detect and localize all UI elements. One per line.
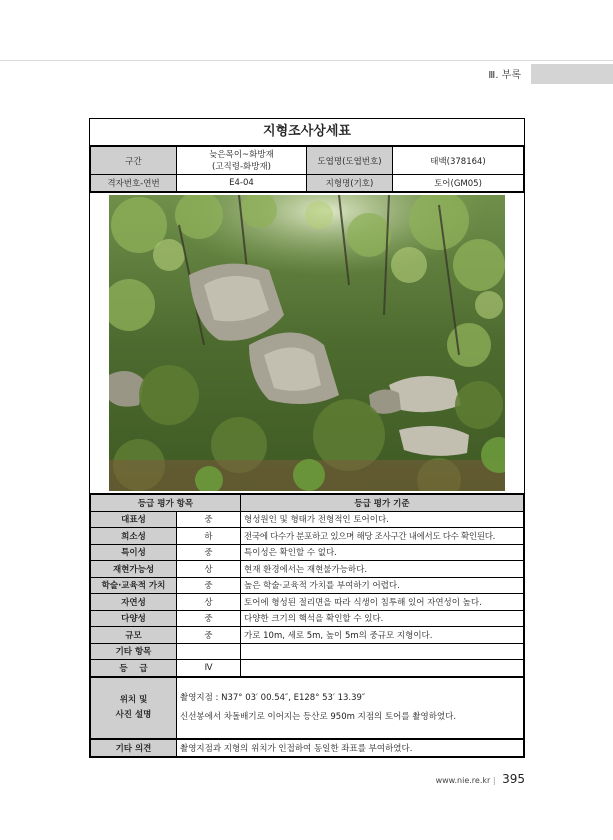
- section-value-line-1: 늦은목이~화방재: [209, 149, 274, 160]
- eval-criteria: 전국에 다수가 분포하고 있으며 해당 조사구간 내에서도 다수 확인된다.: [241, 528, 524, 545]
- eval-item: 대표성: [91, 511, 177, 528]
- eval-item: 기타 항목: [91, 643, 177, 660]
- location-label-line-2: 사진 설명: [115, 709, 152, 720]
- section-tab: [531, 64, 613, 84]
- eval-criteria: [241, 660, 524, 677]
- other-label-cell: 기타 의견: [91, 739, 177, 756]
- top-rule: [0, 60, 613, 61]
- eval-criteria: 특이성은 확인할 수 없다.: [241, 544, 524, 561]
- location-coordinates: 촬영지점 : N37° 03′ 00.54″, E128° 53′ 13.39″: [180, 692, 366, 703]
- page-number: 395: [502, 772, 525, 786]
- eval-item: 다양성: [91, 610, 177, 627]
- eval-row: [91, 610, 524, 627]
- eval-item: 규모: [91, 627, 177, 644]
- eval-row: [91, 544, 524, 561]
- grid-label-cell: 격자번호-연번: [91, 175, 177, 192]
- photo-cell: [90, 193, 524, 494]
- eval-grade: 중: [177, 544, 241, 561]
- page-footer: www.nie.re.kr | 395: [435, 772, 525, 786]
- eval-criteria-header: 등급 평가 기준: [241, 495, 524, 512]
- other-value-cell: 촬영지점과 지형의 위치가 인접하여 동일한 좌표를 부여하였다.: [177, 739, 524, 756]
- map-label-cell: 도엽명(도엽번호): [307, 147, 393, 175]
- location-description: 신선봉에서 차돌배기로 이어지는 등산로 950m 지점의 토어를 촬영하였다.: [180, 711, 457, 722]
- eval-items-header: 등급 평가 항목: [91, 495, 241, 512]
- section-label-cell: 구간: [91, 147, 177, 175]
- other-table: [90, 739, 524, 757]
- landform-value-cell: 토어(GM05): [393, 175, 524, 192]
- eval-item: 특이성: [91, 544, 177, 561]
- photo-table: [90, 192, 524, 494]
- form-title: 지형조사상세표: [90, 119, 524, 146]
- eval-grade: 하: [177, 528, 241, 545]
- survey-form: [89, 118, 525, 758]
- eval-item: 재현가능성: [91, 561, 177, 578]
- eval-item: 자연성: [91, 594, 177, 611]
- map-value-cell: 태백(378164): [393, 147, 524, 175]
- location-label-line-1: 위치 및: [119, 694, 148, 705]
- landform-photo: [109, 195, 505, 491]
- eval-row: [91, 643, 524, 660]
- section-label: Ⅲ. 부록: [488, 70, 521, 81]
- eval-criteria: 다양한 크기의 핵석을 확인할 수 있다.: [241, 610, 524, 627]
- eval-grade: 중: [177, 610, 241, 627]
- footer-url: www.nie.re.kr: [435, 776, 491, 785]
- eval-criteria: 높은 학술·교육적 가치를 부여하기 어렵다.: [241, 577, 524, 594]
- eval-criteria: 형성원인 및 형태가 전형적인 토어이다.: [241, 511, 524, 528]
- location-label-cell: [91, 677, 177, 738]
- location-value-cell: [177, 677, 524, 738]
- landform-label-cell: 지형명(기호): [307, 175, 393, 192]
- eval-row: [91, 627, 524, 644]
- eval-row: [91, 594, 524, 611]
- section-value-line-2: (고직령-화방재): [212, 161, 271, 172]
- location-table: [90, 677, 524, 739]
- eval-grade: 중: [177, 577, 241, 594]
- eval-item: 희소성: [91, 528, 177, 545]
- grid-value-cell: E4-04: [177, 175, 307, 192]
- eval-grade: [177, 643, 241, 660]
- eval-item: 학술·교육적 가치: [91, 577, 177, 594]
- eval-criteria: 가로 10m, 세로 5m, 높이 5m의 중규모 지형이다.: [241, 627, 524, 644]
- eval-grade: 중: [177, 511, 241, 528]
- eval-row: [91, 511, 524, 528]
- section-value-cell: [177, 147, 307, 175]
- eval-criteria: 토어에 형성된 절리면을 따라 식생이 침투해 있어 자연성이 높다.: [241, 594, 524, 611]
- eval-criteria: 현재 환경에서는 재현불가능하다.: [241, 561, 524, 578]
- eval-row: [91, 528, 524, 545]
- eval-grade: 중: [177, 627, 241, 644]
- info-table: [90, 146, 524, 192]
- eval-row: [91, 660, 524, 677]
- tor-photo-image: [109, 195, 505, 491]
- eval-row: [91, 577, 524, 594]
- eval-grade: 상: [177, 594, 241, 611]
- eval-row: [91, 561, 524, 578]
- eval-grade: 상: [177, 561, 241, 578]
- eval-item: 등 급: [91, 660, 177, 677]
- evaluation-table: [90, 494, 524, 677]
- eval-criteria: [241, 643, 524, 660]
- eval-grade: Ⅳ: [177, 660, 241, 677]
